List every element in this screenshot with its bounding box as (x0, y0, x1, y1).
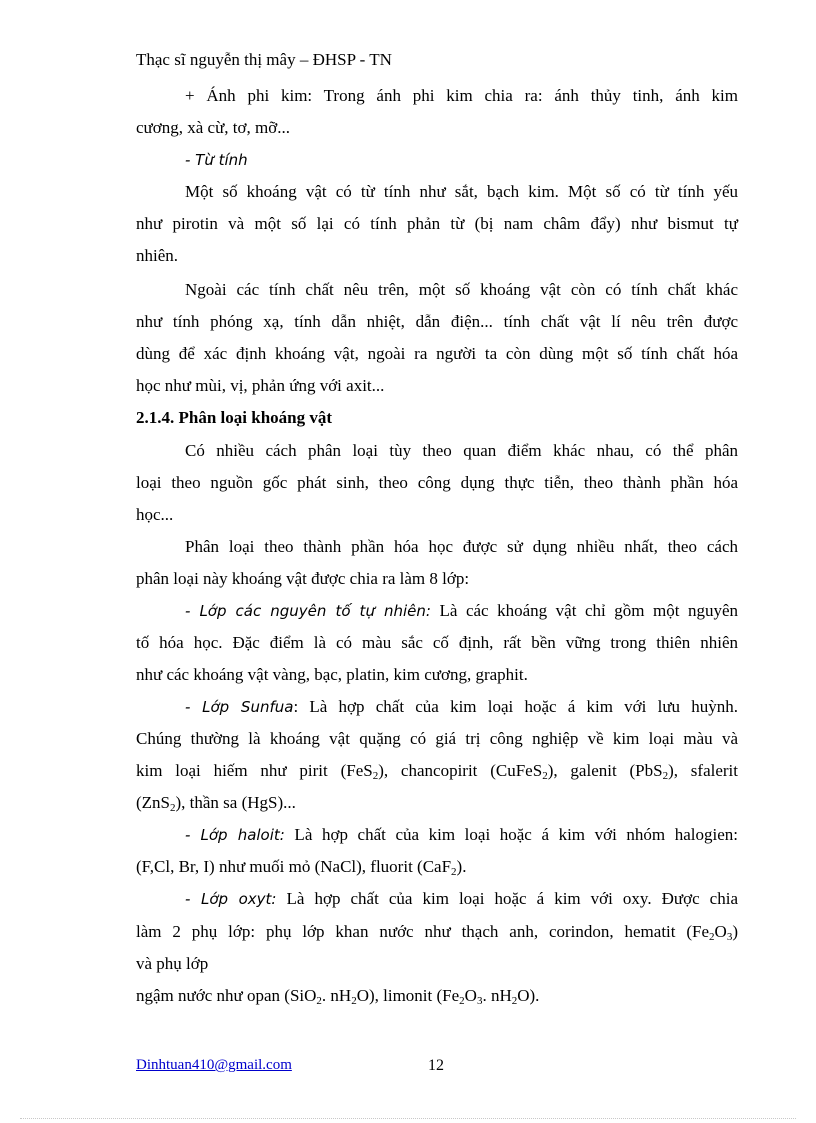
paragraph-line: phân loại này khoáng vật được chia ra làm 8 lớp: (136, 569, 470, 588)
paragraph-line: như tính phóng xạ, tính dẫn nhiệt, dẫn điện... tính chất vật lí nêu trên được (136, 312, 738, 331)
subscript: 2 (709, 931, 715, 943)
page-header: Thạc sĩ nguyễn thị mây – ĐHSP - TN (136, 50, 392, 69)
paragraph-line (185, 824, 738, 846)
paragraph-line (185, 888, 738, 910)
subscript: 2 (542, 770, 548, 782)
text-run: O (714, 922, 727, 941)
paragraph-line (136, 856, 738, 878)
subscript: 2 (459, 995, 465, 1007)
text-run: O (464, 986, 477, 1005)
text-run: Là các khoáng vật chỉ gồm một nguyên (430, 601, 739, 620)
italic-label: - Từ tính (185, 151, 248, 169)
text-run: ), sfalerit (668, 761, 739, 780)
paragraph-line: Ngoài các tính chất nêu trên, một số khoáng vật còn có tính chất khác (185, 280, 738, 299)
paragraph-line: Có nhiều cách phân loại tùy theo quan điểm khác nhau, có thể phân (185, 441, 738, 460)
text-run: Là hợp chất của kim loại hoặc á kim với nhóm halogien: (284, 825, 738, 844)
text-run: ), galenit (PbS (547, 761, 663, 780)
text-run: . nH (321, 986, 352, 1005)
text-run: . nH (482, 986, 512, 1005)
footer-email-link[interactable] (136, 1057, 306, 1074)
subscript: 2 (170, 802, 176, 814)
paragraph-line: nhiên. (136, 246, 179, 265)
text-run: ), thần sa (HgS)... (175, 793, 296, 812)
text-run: ngậm nước như opan (SiO (136, 986, 317, 1005)
paragraph-line (136, 985, 738, 1007)
class-label: - Lớp haloit: (185, 826, 285, 844)
paragraph-line: cương, xà cừ, tơ, mỡ... (136, 118, 290, 137)
subscript: 3 (476, 995, 483, 1007)
subscript: 2 (351, 995, 357, 1007)
paragraph-line: tố hóa học. Đặc điểm là có màu sắc cố định, rất bền vững trong thiên nhiên (136, 633, 738, 652)
text-run: làm 2 phụ lớp: phụ lớp khan nước như thạch anh, corindon, hematit (Fe (136, 922, 710, 941)
paragraph-line: loại theo nguồn gốc phát sinh, theo công dụng thực tiễn, theo thành phần hóa (136, 473, 738, 492)
paragraph-line: + Ánh phi kim: Trong ánh phi kim chia ra: ánh thủy tinh, ánh kim (185, 86, 738, 105)
page-bottom-divider (20, 1118, 796, 1119)
page-number: 12 (428, 1057, 444, 1074)
text-run: (F,Cl, Br, I) như muối mỏ (NaCl), fluorit (CaF (136, 857, 452, 876)
text-run: (ZnS (136, 793, 170, 812)
class-label: - Lớp Sunfua (185, 698, 294, 716)
paragraph-line: dùng để xác định khoáng vật, ngoài ra người ta còn dùng một số tính chất hóa (136, 344, 738, 363)
text-run: kim loại hiếm như pirit (FeS (136, 761, 373, 780)
paragraph-line: Chúng thường là khoáng vật quặng có giá trị công nghiệp về kim loại màu và (136, 729, 738, 748)
subscript: 2 (451, 866, 457, 878)
email-text: Dinhtuan410@gmail.com (136, 1057, 292, 1073)
class-label: - Lớp các nguyên tố tự nhiên: (185, 602, 431, 620)
paragraph-line: học như mùi, vị, phản ứng với axit... (136, 376, 385, 395)
paragraph-line (136, 792, 738, 814)
subscript: 2 (511, 995, 518, 1007)
subscript: 3 (726, 931, 733, 943)
subscript: 2 (662, 770, 669, 782)
paragraph-line: và phụ lớp (136, 954, 209, 973)
text-run: ). (456, 857, 467, 876)
text-run: Là hợp chất của kim loại hoặc á kim với oxy. Được chia (276, 889, 738, 908)
paragraph-line: học... (136, 505, 174, 524)
subscript: 2 (316, 995, 322, 1007)
text-run: ) (732, 922, 738, 941)
paragraph-line (136, 921, 738, 943)
paragraph-line: Phân loại theo thành phần hóa học được sử dụng nhiều nhất, theo cách (185, 537, 738, 556)
paragraph-line (136, 760, 738, 782)
paragraph-line (185, 696, 738, 718)
subscript: 2 (372, 770, 379, 782)
text-run: O). (517, 986, 540, 1005)
class-label: - Lớp oxyt: (185, 890, 277, 908)
subsection-label (185, 149, 738, 171)
text-run: O), limonit (Fe (356, 986, 460, 1005)
section-heading: 2.1.4. Phân loại khoáng vật (136, 408, 333, 427)
paragraph-line: như các khoáng vật vàng, bạc, platin, kim cương, graphit. (136, 665, 528, 684)
paragraph-line (185, 600, 738, 622)
text-run: : Là hợp chất của kim loại hoặc á kim với lưu huỳnh. (293, 697, 738, 716)
text-run: ), chancopirit (CuFeS (378, 761, 543, 780)
paragraph-line: như pirotin và một số lại có tính phản từ (bị nam châm đẩy) như bismut tự (136, 214, 738, 233)
paragraph-line: Một số khoáng vật có từ tính như sắt, bạch kim. Một số có từ tính yếu (185, 182, 738, 201)
